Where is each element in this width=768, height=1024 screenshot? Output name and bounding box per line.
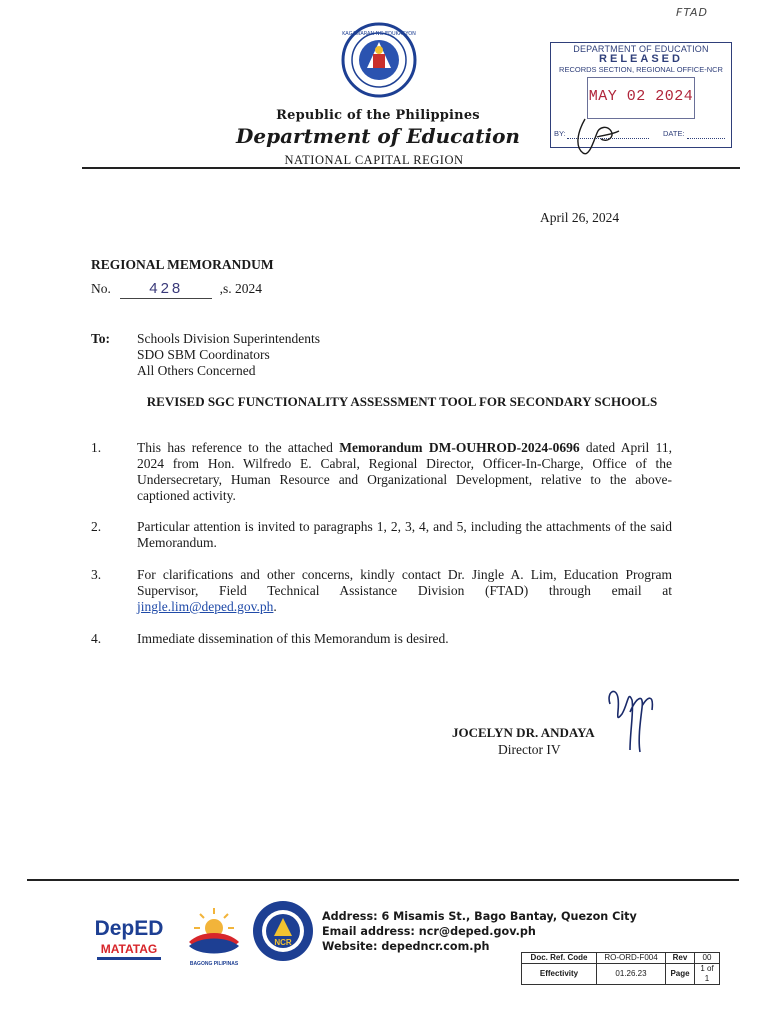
deped-ncr-seal-logo xyxy=(252,900,314,962)
doc-ref-code-value: RO-ORD-F004 xyxy=(597,953,666,964)
memo-date: April 26, 2024 xyxy=(540,210,620,225)
memo-subject: REVISED SGC FUNCTIONALITY ASSESSMENT TOOL FOR SECONDARY SCHOOLS xyxy=(146,394,658,409)
stamp-department: DEPARTMENT OF EDUCATION xyxy=(573,44,709,54)
doc-ref-code-label: Doc. Ref. Code xyxy=(522,953,597,964)
item-number: 3. xyxy=(91,567,102,582)
office-email: Email address: ncr@deped.gov.ph xyxy=(322,925,536,938)
memo-number: 428 xyxy=(120,282,212,299)
signatory-title: Director IV xyxy=(498,742,561,757)
page-label: Page xyxy=(666,964,695,985)
item-text-lead: This has reference to the attached xyxy=(137,440,340,455)
department-heading: Department of Education xyxy=(236,124,520,148)
effectivity-value: 01.26.23 xyxy=(597,964,666,985)
stamp-date: MAY 02 2024 xyxy=(588,88,694,105)
to-label: To: xyxy=(91,331,111,346)
document-reference-table xyxy=(521,952,720,985)
memo-number-line xyxy=(91,281,262,299)
memo-no-label: No. xyxy=(91,281,111,296)
deped-seal-logo xyxy=(341,22,417,98)
office-website: Website: depedncr.com.ph xyxy=(322,940,490,953)
republic-heading: Republic of the Philippines xyxy=(276,108,480,123)
region-heading: NATIONAL CAPITAL REGION xyxy=(284,153,464,167)
deped-matatag-logo xyxy=(91,911,167,969)
recipient: SDO SBM Coordinators xyxy=(137,347,270,362)
stamp-initials-signature xyxy=(567,113,627,157)
footer-divider xyxy=(27,879,739,881)
director-signature xyxy=(600,684,660,756)
matatag-logo-text: MATATAG xyxy=(100,942,158,956)
item-text-rest: dated April 11, 2024 from Hon. Wilfredo E. Cabral, Regional Director, Officer-In-Charge, Office of the Undersecretary, Human Resource and Organizational Development, relative to the above-captioned activity. xyxy=(137,440,672,503)
stamp-by-label: BY: xyxy=(554,129,566,138)
signatory-name: JOCELYN DR. ANDAYA xyxy=(452,725,595,740)
stamp-released: RELEASED xyxy=(599,53,683,65)
effectivity-label: Effectivity xyxy=(522,964,597,985)
stamp-records-section: RECORDS SECTION, REGIONAL OFFICE-NCR xyxy=(559,65,723,74)
item-number: 4. xyxy=(91,631,102,646)
recipient: All Others Concerned xyxy=(137,363,256,378)
item-text xyxy=(137,567,672,615)
stamp-date-line xyxy=(687,138,725,139)
released-stamp xyxy=(550,42,732,148)
office-address: Address: 6 Misamis St., Bago Bantay, Quezon City xyxy=(322,910,637,923)
stamp-date-label: DATE: xyxy=(663,129,685,138)
table-row xyxy=(522,953,720,964)
rev-value: 00 xyxy=(695,953,720,964)
contact-email-link[interactable]: jingle.lim@deped.gov.ph xyxy=(137,599,274,614)
item-text: Immediate dissemination of this Memorandum is desired. xyxy=(137,631,449,646)
handwritten-note: FTAD xyxy=(676,6,709,19)
item-text: Particular attention is invited to paragraphs 1, 2, 3, 4, and 5, including the attachments of the said Memorandum. xyxy=(137,519,672,550)
item-number: 2. xyxy=(91,519,102,534)
svg-text:KAGAWARAN NG EDUKASYON: KAGAWARAN NG EDUKASYON xyxy=(342,31,416,37)
recipient: Schools Division Superintendents xyxy=(137,331,320,346)
referenced-memorandum: Memorandum DM-OUHROD-2024-0696 xyxy=(339,440,580,455)
footer-contact xyxy=(322,909,637,954)
item-text-lead: For clarifications and other concerns, kindly contact Dr. Jingle A. Lim, Education Program Supervisor, Field Technical Assistance Division (FTAD) through email at xyxy=(137,567,672,598)
bagong-pilipinas-logo xyxy=(183,902,245,968)
table-row xyxy=(522,964,720,985)
memo-series: ,s. 2024 xyxy=(219,281,263,296)
memo-title: REGIONAL MEMORANDUM xyxy=(91,257,274,272)
header-divider xyxy=(82,167,740,169)
ncr-seal-text: NCR xyxy=(274,938,292,947)
recipient-list xyxy=(137,331,320,379)
rev-label: Rev xyxy=(666,953,695,964)
deped-logo-text: DepED xyxy=(94,917,164,940)
item-text-rest: . xyxy=(273,599,277,614)
item-number: 1. xyxy=(91,440,102,455)
bagong-pilipinas-text: BAGONG PILIPINAS xyxy=(189,961,239,967)
page-value: 1 of 1 xyxy=(695,964,720,985)
item-text xyxy=(137,440,672,504)
